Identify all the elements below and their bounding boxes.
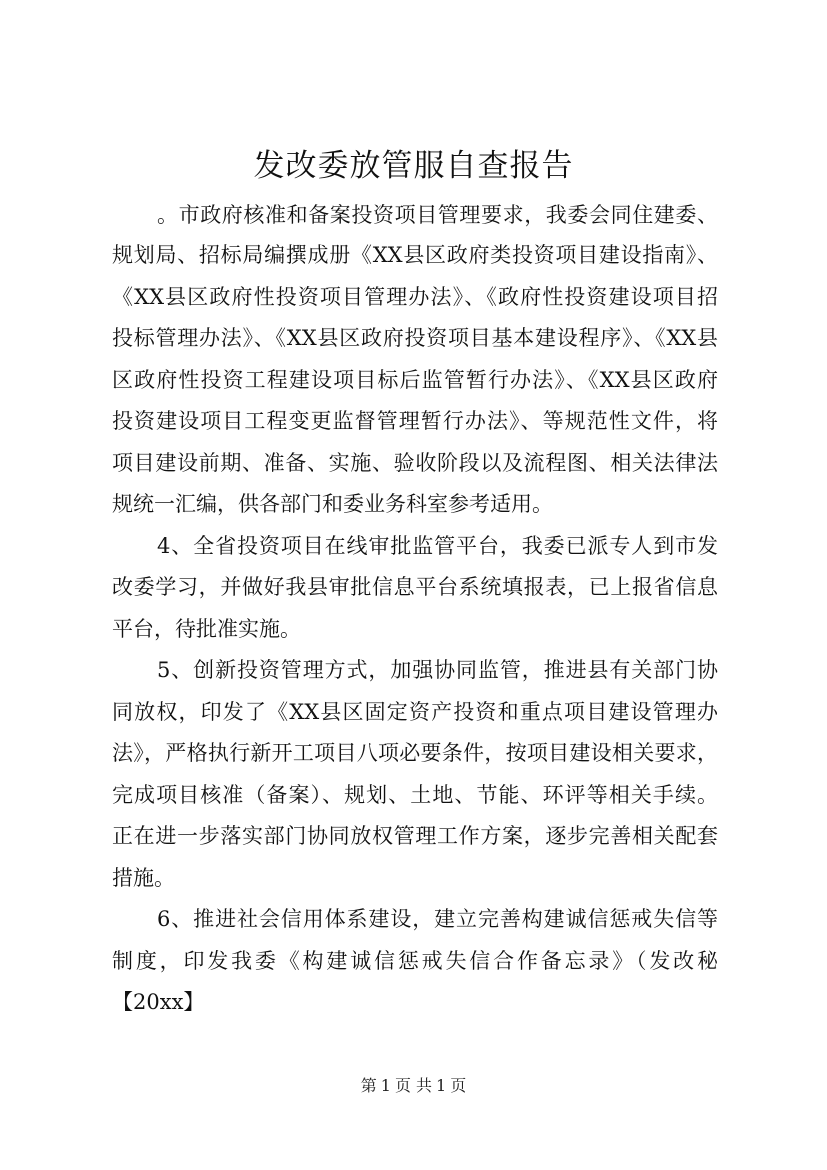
footer-prefix: 第 [360, 1076, 377, 1095]
footer-suffix: 页 [450, 1076, 467, 1095]
body-line: 平台，待批准实施。 [112, 617, 301, 641]
body-line: 投标管理办法》、《XX县区政府投资项目基本建设程序》、《XX县 [112, 326, 718, 350]
footer-total-pages: 1 [436, 1076, 447, 1095]
body-line: 完成项目核准（备案）、规划、土地、节能、环评等相关手续。 [112, 783, 718, 807]
body-line: 【20xx】 [112, 990, 205, 1014]
body-line: 措施。 [112, 866, 175, 890]
body-line: 6、推进社会信用体系建设，建立完善构建诚信惩戒失信等 [157, 907, 718, 931]
body-line: 正在进一步落实部门协同放权管理工作方案，逐步完善相关配套 [112, 824, 718, 848]
page-footer [0, 1075, 827, 1097]
body-line: 。市政府核准和备案投资项目管理要求，我委会同住建委、 [157, 203, 718, 227]
body-line: 规统一汇编，供各部门和委业务科室参考适用。 [112, 492, 553, 516]
body-line: 5、创新投资管理方式，加强协同监管，推进县有关部门协 [157, 658, 718, 682]
body-line: 同放权，印发了《XX县区固定资产投资和重点项目建设管理办 [112, 700, 718, 724]
body-line: 制度，印发我委《构建诚信惩戒失信合作备忘录》（发改秘 [112, 949, 718, 973]
footer-page-number: 1 [380, 1076, 391, 1095]
body-line: 改委学习，并做好我县审批信息平台系统填报表，已上报省信息 [112, 575, 718, 599]
body-line: 规划局、招标局编撰成册《XX县区政府类投资项目建设指南》、 [112, 243, 718, 267]
body-line: 法》，严格执行新开工项目八项必要条件，按项目建设相关要求， [112, 741, 718, 765]
body-line: 4、全省投资项目在线审批监管平台，我委已派专人到市发 [157, 534, 718, 558]
body-line: 区政府性投资工程建设项目标后监管暂行办法》、《XX县区政府 [112, 368, 718, 392]
body-line: 项目建设前期、准备、实施、验收阶段以及流程图、相关法律法 [112, 451, 718, 475]
document-title: 发改委放管服自查报告 [253, 148, 574, 184]
body-line: 《XX县区政府性投资项目管理办法》、《政府性投资建设项目招 [112, 285, 718, 309]
footer-mid: 页 共 [394, 1076, 433, 1095]
body-line: 投资建设项目工程变更监督管理暂行办法》、等规范性文件，将 [112, 409, 718, 433]
